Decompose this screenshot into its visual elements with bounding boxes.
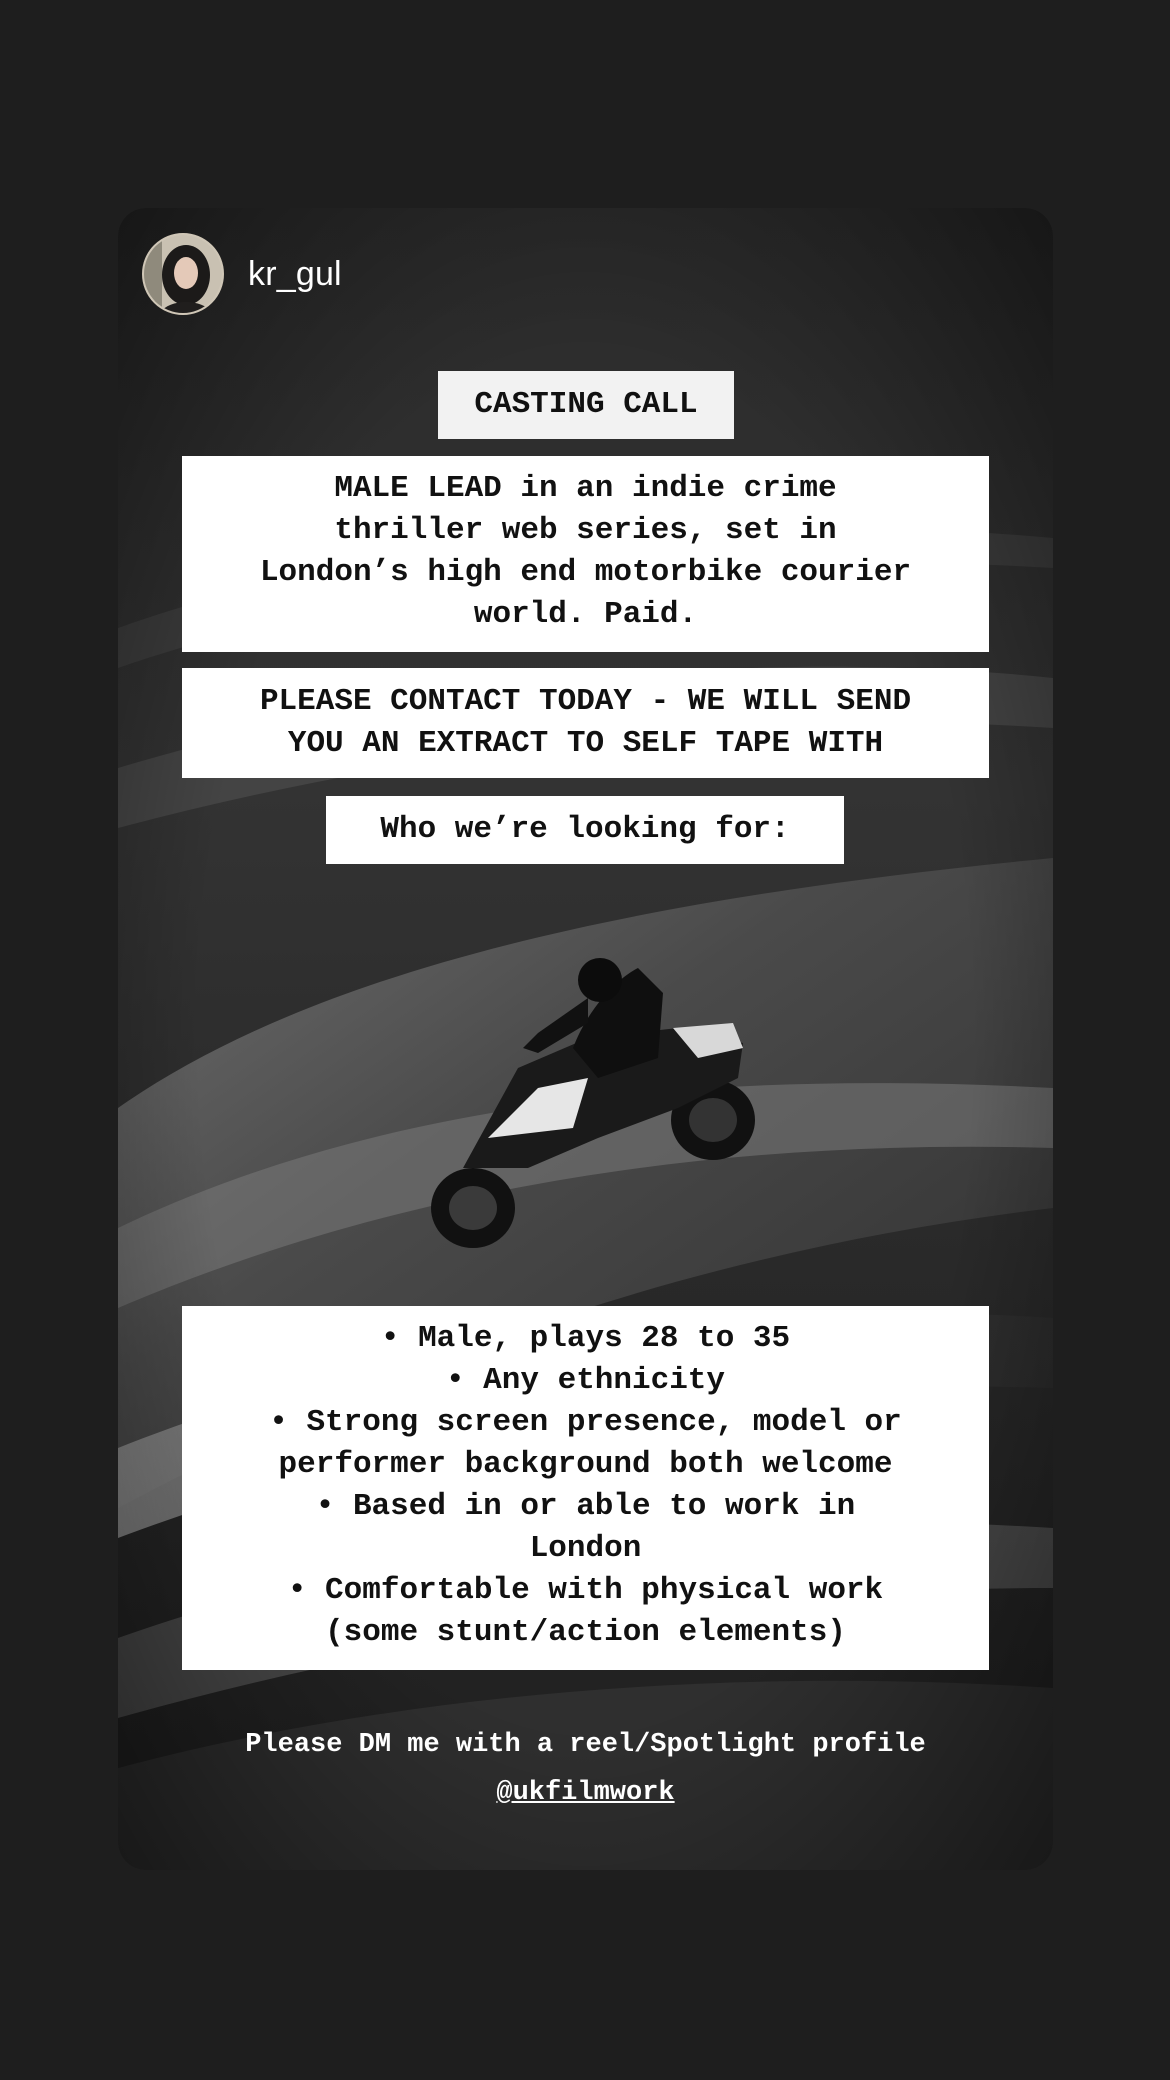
story-header (142, 232, 342, 316)
looking-for-heading: Who we’re looking for: (326, 796, 844, 864)
role-description: MALE LEAD in an indie crime thriller web series, set in London’s high end motorbike courier world. Paid. (182, 456, 989, 652)
username[interactable]: kr_gul (248, 254, 342, 293)
story-card[interactable] (118, 208, 1053, 1870)
profile-photo-icon (144, 235, 224, 315)
casting-call-title: CASTING CALL (438, 371, 734, 439)
dm-instruction: Please DM me with a reel/Spotlight profile (245, 1730, 926, 1760)
requirements-list: • Male, plays 28 to 35 • Any ethnicity • Strong screen presence, model or performer background both welcome • Based in or able to work in London • Comfortable with physical work (some stunt/action elements) (182, 1306, 989, 1670)
contact-notice: PLEASE CONTACT TODAY - WE WILL SEND YOU AN EXTRACT TO SELF TAPE WITH (182, 668, 989, 778)
avatar[interactable] (142, 233, 224, 315)
mention-link[interactable]: @ukfilmwork (496, 1778, 675, 1808)
